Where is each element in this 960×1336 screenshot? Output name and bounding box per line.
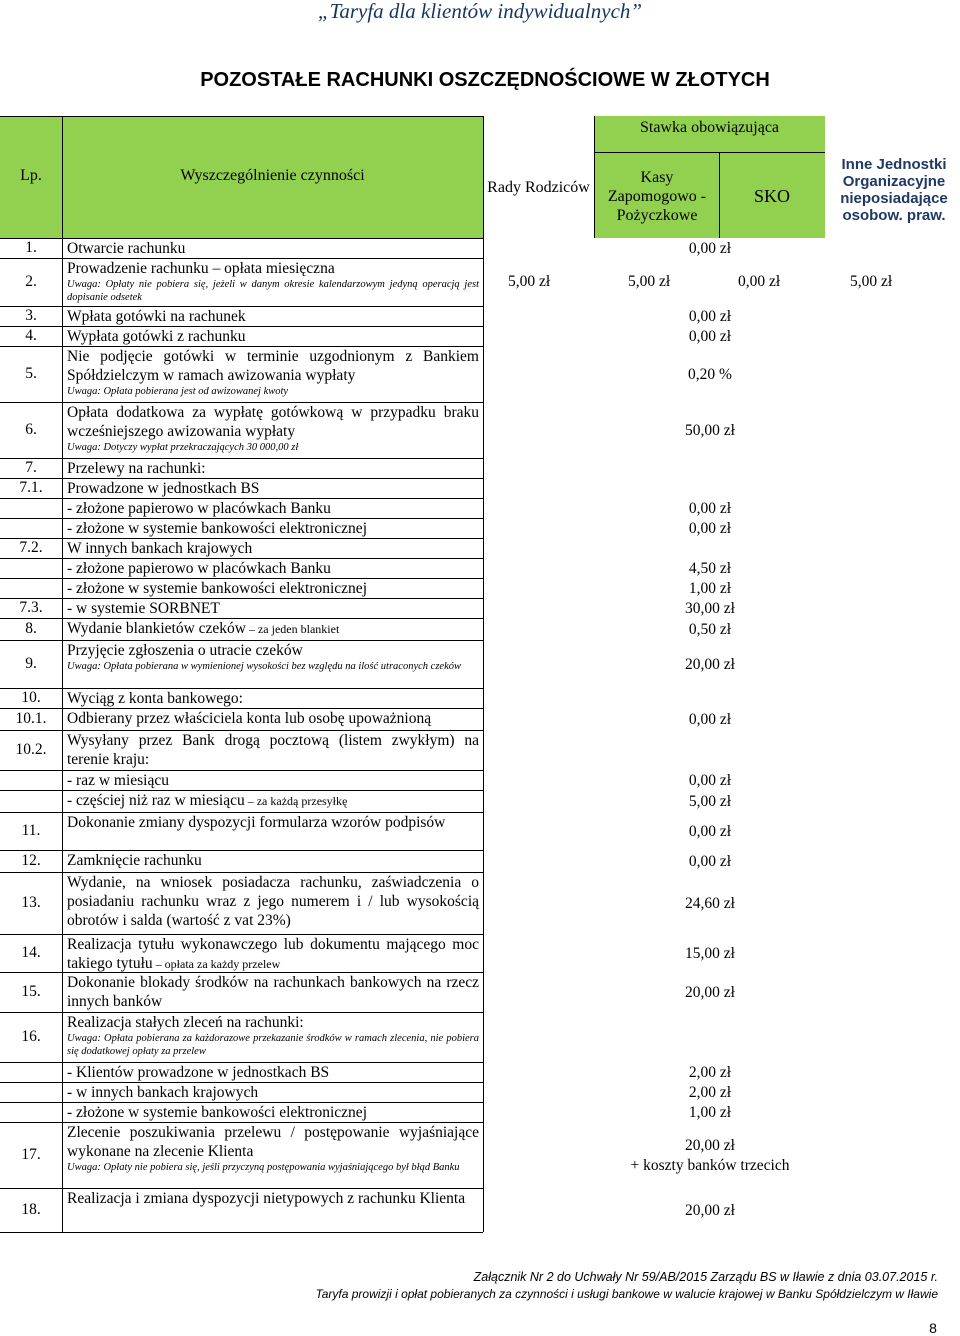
row-description bbox=[67, 327, 479, 346]
row-description-text: Prowadzone w jednostkach BS bbox=[67, 480, 260, 497]
row-value: 0,00 zł bbox=[688, 822, 732, 840]
table-row bbox=[0, 1122, 960, 1188]
row-description bbox=[67, 579, 479, 598]
table-row bbox=[0, 1188, 960, 1232]
row-value: 20,00 zł bbox=[685, 1201, 735, 1219]
row-number: 6. bbox=[25, 421, 37, 438]
row-value: 2,00 zł bbox=[688, 1063, 732, 1081]
table-row bbox=[0, 402, 960, 458]
row-note: Uwaga: Opłata pobierana w wymienionej wysokości bez względu na ilość utraconych czeków bbox=[67, 661, 461, 672]
row-description bbox=[67, 641, 479, 673]
row-description bbox=[67, 499, 479, 518]
row-description bbox=[67, 539, 479, 558]
table-row bbox=[0, 1082, 960, 1102]
row-description-text: - Klientów prowadzone w jednostkach BS bbox=[67, 1064, 330, 1081]
table-row bbox=[0, 770, 960, 790]
row-value: 0,00 zł bbox=[688, 327, 732, 345]
row-description bbox=[67, 935, 479, 974]
row-description-text: Odbierany przez właściciela konta lub osobę upoważnioną bbox=[67, 710, 432, 727]
row-value-col-4: 5,00 zł bbox=[850, 273, 893, 290]
row-number: 1. bbox=[25, 239, 37, 256]
row-description-text: Opłata dodatkowa za wypłatę gotówkową w przypadku braku wcześniejszego awizowania wypłaty bbox=[67, 404, 479, 440]
row-description-text: - w innych bankach krajowych bbox=[67, 1084, 259, 1101]
table-row bbox=[0, 518, 960, 538]
header-rate: Stawka obowiązująca bbox=[639, 119, 780, 136]
row-value: 24,60 zł bbox=[685, 894, 735, 912]
row-value: 0,50 zł bbox=[688, 620, 732, 638]
table-row bbox=[0, 326, 960, 346]
row-value-col-1: 5,00 zł bbox=[508, 273, 551, 290]
row-description-text: Realizacja tytułu wykonawczego lub dokumentu mającego moc takiego tytułu bbox=[67, 936, 479, 972]
table-row bbox=[0, 558, 960, 578]
row-description-text: - złożone w systemie bankowości elektronicznej bbox=[67, 1104, 367, 1121]
row-description-text: Wpłata gotówki na rachunek bbox=[67, 308, 246, 325]
row-value: 0,00 zł bbox=[688, 519, 732, 537]
row-number: 10.1. bbox=[15, 710, 47, 727]
row-description bbox=[67, 239, 479, 258]
table-row bbox=[0, 934, 960, 972]
row-description bbox=[67, 851, 479, 870]
row-value: 0,00 zł bbox=[688, 307, 732, 325]
row-description-text: Wydanie, na wniosek posiadacza rachunku, zaświadczenia o posiadaniu rachunku wraz z jego numerem i / lub wysokością obrotów i salda (wartość z vat 23%) bbox=[67, 874, 479, 929]
footer-annex: Załącznik Nr 2 do Uchwały Nr 59/AB/2015 Zarządu BS w Iławie z dnia 03.07.2015 r. bbox=[473, 1270, 938, 1284]
row-value: 0,00 zł bbox=[688, 710, 732, 728]
row-description-text: Dokonanie blokady środków na rachunkach bankowych na rzecz innych banków bbox=[67, 974, 479, 1010]
table-row bbox=[0, 258, 960, 306]
table-row bbox=[0, 598, 960, 618]
row-description bbox=[67, 619, 479, 639]
row-description-suffix: – opłata za każdy przelew bbox=[152, 957, 281, 971]
header-description: Wyszczególnienie czynności bbox=[180, 167, 365, 184]
row-number: 10.2. bbox=[15, 741, 47, 758]
table-row bbox=[0, 478, 960, 498]
row-number: 5. bbox=[25, 365, 37, 382]
header-sko: SKO bbox=[753, 186, 790, 206]
row-value: 0,00 zł bbox=[688, 771, 732, 789]
row-description bbox=[67, 731, 479, 769]
row-description-text: - złożone papierowo w placówkach Banku bbox=[67, 560, 331, 577]
table-row bbox=[0, 850, 960, 872]
row-value: 20,00 zł bbox=[685, 655, 735, 673]
row-description-text: Wyciąg z konta bankowego: bbox=[67, 690, 243, 707]
row-value: 20,00 zł bbox=[685, 983, 735, 1001]
table-row bbox=[0, 498, 960, 518]
row-description-text: Wysyłany przez Bank drogą pocztową (listem zwykłym) na terenie kraju: bbox=[67, 732, 479, 768]
table-row bbox=[0, 708, 960, 730]
table-row bbox=[0, 618, 960, 640]
row-description bbox=[67, 771, 479, 790]
row-description-suffix: – za jeden blankiet bbox=[245, 622, 340, 636]
row-value: 1,00 zł bbox=[688, 579, 732, 597]
row-number: 8. bbox=[25, 620, 37, 637]
row-description-text: Przelewy na rachunki: bbox=[67, 460, 206, 477]
row-description bbox=[67, 973, 479, 1011]
row-number: 15. bbox=[21, 983, 41, 1000]
row-description-text: Realizacja stałych zleceń na rachunki: bbox=[67, 1014, 304, 1031]
row-description bbox=[67, 459, 479, 478]
row-number: 7.1. bbox=[19, 479, 43, 496]
row-description bbox=[67, 1063, 479, 1082]
row-description bbox=[67, 347, 479, 398]
row-description bbox=[67, 709, 479, 728]
row-number: 3. bbox=[25, 307, 37, 324]
row-description-text: W innych bankach krajowych bbox=[67, 540, 253, 557]
row-note: Uwaga: Opłata pobierana za każdorazowe przekazanie środków w ramach zlecenia, nie pobiera się dodatkowej opłaty za przelew bbox=[67, 1033, 479, 1057]
table-row bbox=[0, 238, 960, 258]
table-row bbox=[0, 578, 960, 598]
row-description-text: - raz w miesiącu bbox=[67, 772, 169, 789]
row-value-col-3: 0,00 zł bbox=[738, 273, 781, 290]
table-row bbox=[0, 1062, 960, 1082]
row-description-text: Realizacja i zmiana dyspozycji nietypowych z rachunku Klienta bbox=[67, 1190, 466, 1207]
document-header-title: „Taryfa dla klientów indywidualnych” bbox=[317, 0, 643, 23]
table-row bbox=[0, 346, 960, 402]
row-value: 0,00 zł bbox=[688, 239, 732, 257]
row-description-text: Zlecenie poszukiwania przelewu / postępowanie wyjaśniające wykonane na zlecenie Klienta bbox=[67, 1124, 479, 1160]
row-description-text: - złożone w systemie bankowości elektronicznej bbox=[67, 520, 367, 537]
table-header bbox=[0, 116, 960, 238]
row-description bbox=[67, 873, 479, 930]
row-description-text: - częściej niż raz w miesiącu bbox=[67, 792, 245, 809]
table-row bbox=[0, 790, 960, 812]
row-description bbox=[67, 259, 479, 304]
row-description-text: Prowadzenie rachunku – opłata miesięczna bbox=[67, 260, 335, 277]
table-row bbox=[0, 458, 960, 478]
row-description bbox=[67, 403, 479, 454]
row-description bbox=[67, 791, 479, 811]
footer-tariff-title: Taryfa prowizji i opłat pobieranych za czynności i usługi bankowe w walucie krajowej w Banku Spółdzielczym w Iławie bbox=[315, 1287, 938, 1301]
table-row bbox=[0, 812, 960, 850]
row-number: 2. bbox=[25, 273, 37, 290]
row-number: 14. bbox=[21, 944, 41, 961]
row-number: 13. bbox=[21, 894, 41, 911]
row-description-text: - złożone papierowo w placówkach Banku bbox=[67, 500, 331, 517]
row-description bbox=[67, 1103, 479, 1122]
row-description-text: Dokonanie zmiany dyspozycji formularza wzorów podpisów bbox=[67, 814, 446, 831]
table-row bbox=[0, 730, 960, 770]
row-description bbox=[67, 689, 479, 708]
row-description bbox=[67, 599, 479, 618]
table-row bbox=[0, 1012, 960, 1062]
row-note: Uwaga: Opłaty nie pobiera się, jeśli przyczyną postępowania wyjaśniającego był błąd Banku bbox=[67, 1162, 460, 1173]
table-row bbox=[0, 872, 960, 934]
header-rady-rodzicow: Rady Rodziców bbox=[487, 179, 590, 196]
row-value: 0,20 % bbox=[688, 365, 732, 383]
row-value: 20,00 zł bbox=[685, 1137, 735, 1154]
row-description-text: Zamknięcie rachunku bbox=[67, 852, 202, 869]
row-value: 2,00 zł bbox=[688, 1083, 732, 1101]
table-row bbox=[0, 640, 960, 688]
section-title: POZOSTAŁE RACHUNKI OSZCZĘDNOŚCIOWE W ZŁOTYCH bbox=[200, 69, 770, 91]
row-value: 0,00 zł bbox=[688, 852, 732, 870]
row-number: 17. bbox=[21, 1146, 41, 1163]
row-number: 12. bbox=[21, 852, 41, 869]
row-description-text: Nie podjęcie gotówki w terminie uzgodnionym z Bankiem Spółdzielczym w ramach awizowania wypłaty bbox=[67, 348, 479, 384]
row-value: 1,00 zł bbox=[688, 1103, 732, 1121]
row-number: 9. bbox=[25, 655, 37, 672]
table-row bbox=[0, 1102, 960, 1122]
header-inne-jednostki: Inne Jednostki Organizacyjne nieposiadające osobow. praw. bbox=[840, 156, 948, 224]
table-row bbox=[0, 538, 960, 558]
row-value-extra: + koszty banków trzecich bbox=[630, 1157, 790, 1174]
row-number: 10. bbox=[21, 689, 41, 706]
row-description-text: Otwarcie rachunku bbox=[67, 240, 186, 257]
header-kasy: Kasy Zapomogowo - Pożyczkowe bbox=[607, 169, 707, 224]
page-number: 8 bbox=[929, 1320, 937, 1336]
row-description bbox=[67, 559, 479, 578]
row-description bbox=[67, 519, 479, 538]
row-number: 18. bbox=[21, 1201, 41, 1218]
row-description bbox=[67, 1083, 479, 1102]
row-number: 7.3. bbox=[19, 599, 43, 616]
row-description bbox=[67, 1013, 479, 1058]
row-value-col-2: 5,00 zł bbox=[628, 273, 671, 290]
row-number: 11. bbox=[21, 822, 41, 839]
row-note: Uwaga: Opłata pobierana jest od awizowanej kwoty bbox=[67, 386, 289, 397]
row-description bbox=[67, 307, 479, 326]
row-value: 50,00 zł bbox=[685, 421, 735, 439]
row-value: 4,50 zł bbox=[688, 559, 732, 577]
table-row bbox=[0, 972, 960, 1012]
row-value: 5,00 zł bbox=[688, 792, 732, 810]
table-row bbox=[0, 688, 960, 708]
row-description bbox=[67, 479, 479, 498]
row-value: 0,00 zł bbox=[688, 499, 732, 517]
row-value: 30,00 zł bbox=[685, 599, 735, 617]
header-lp: Lp. bbox=[20, 167, 42, 184]
row-description bbox=[67, 813, 479, 832]
row-value: 15,00 zł bbox=[685, 944, 735, 962]
row-description-text: Wypłata gotówki z rachunku bbox=[67, 328, 246, 345]
table-row bbox=[0, 306, 960, 326]
row-description-suffix: – za każdą przesyłkę bbox=[244, 794, 348, 808]
row-number: 7.2. bbox=[19, 539, 43, 556]
row-note: Uwaga: Opłaty nie pobiera się, jeżeli w danym okresie kalendarzowym jedyną operacją jest dopisanie odsetek bbox=[67, 279, 479, 303]
row-description-text: - w systemie SORBNET bbox=[67, 600, 220, 617]
row-note: Uwaga: Dotyczy wypłat przekraczających 30 000,00 zł bbox=[67, 442, 299, 453]
row-number: 16. bbox=[21, 1028, 41, 1045]
row-description bbox=[67, 1123, 479, 1174]
row-number: 7. bbox=[25, 459, 37, 476]
row-description-text: Wydanie blankietów czeków bbox=[67, 620, 246, 637]
row-description-text: - złożone w systemie bankowości elektronicznej bbox=[67, 580, 367, 597]
row-description-text: Przyjęcie zgłoszenia o utracie czeków bbox=[67, 642, 303, 659]
row-number: 4. bbox=[25, 327, 37, 344]
row-description bbox=[67, 1189, 479, 1208]
